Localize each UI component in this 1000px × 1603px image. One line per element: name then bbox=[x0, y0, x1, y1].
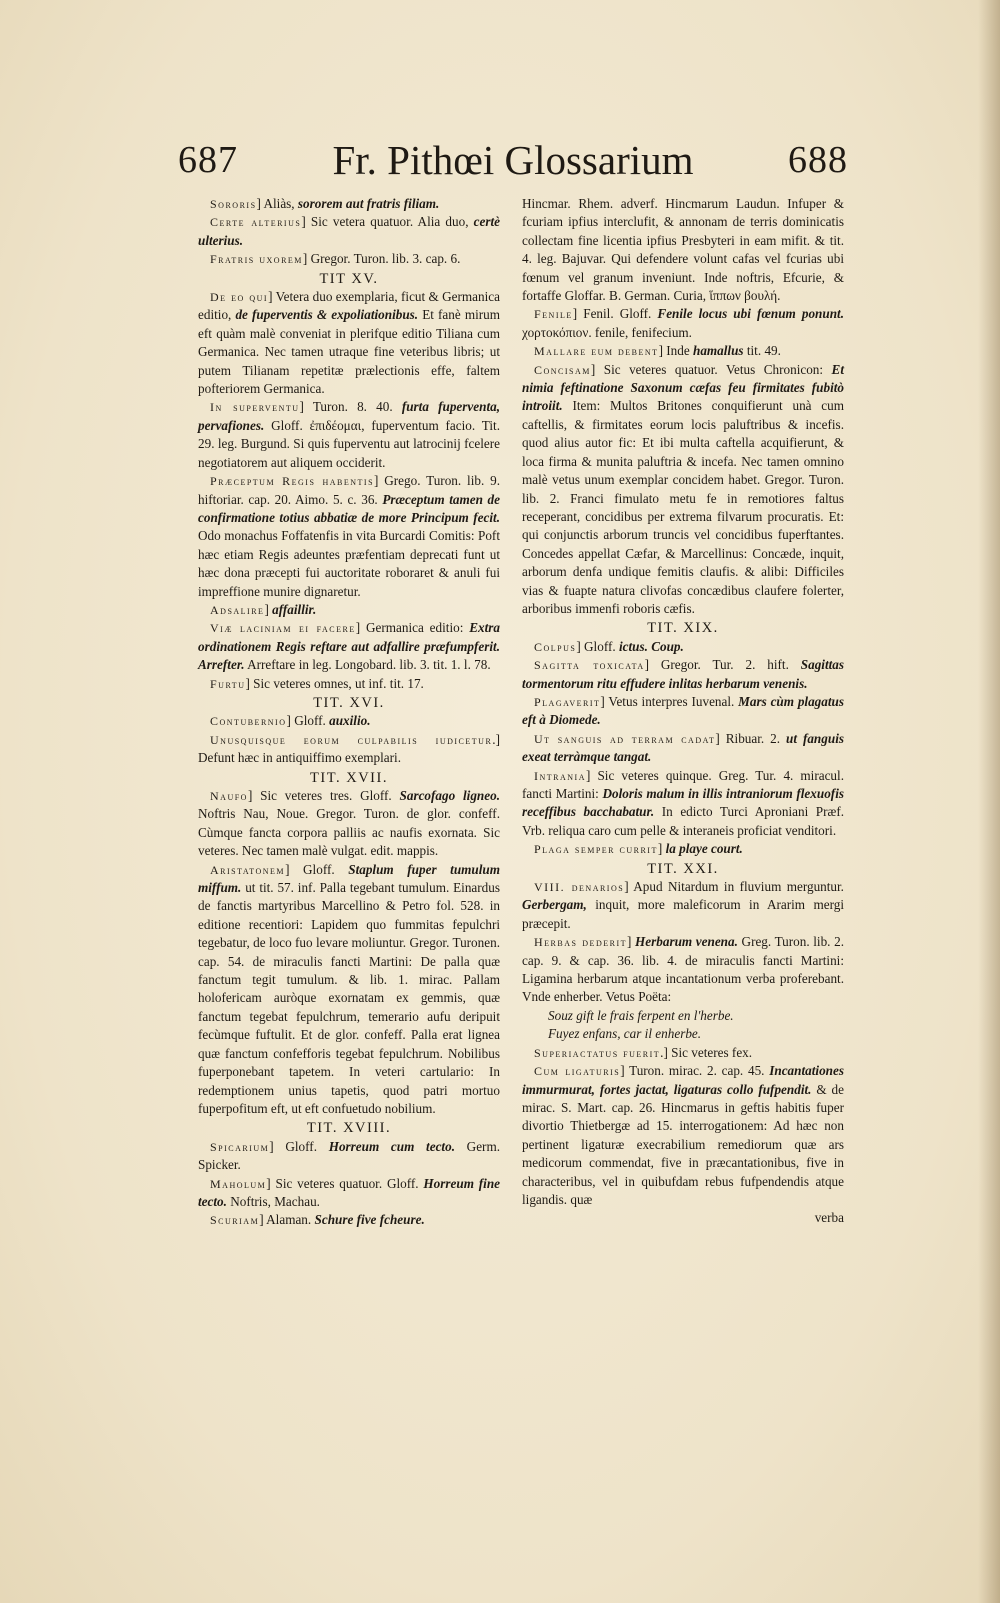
glossary-entry bbox=[198, 288, 500, 398]
entry-text: ] Alaman. bbox=[259, 1212, 315, 1228]
entry-headword: Intrania bbox=[534, 768, 586, 783]
entry-headword: Superiactatus fuerit bbox=[534, 1045, 661, 1060]
section-heading: TIT. XVII. bbox=[310, 769, 388, 786]
entry-headword: Mallare eum debent bbox=[534, 344, 659, 359]
entry-text: & de mirac. S. Mart. cap. 26. Hincmarus in geftis habitis fuper divortio Thietbergæ ad 15. interrogationem: Ad hæc non pertinent ligaturæ execrabilium remediorum quæ ars medicorum commendat, five in præcantationibus, five in characteribus, vel in quibufdam rebus fufpendendis atque ligandis. quæ bbox=[522, 1081, 844, 1207]
entry-text: ] Aliàs, bbox=[256, 196, 298, 211]
verse-line: Fuyez enfans, car il enherbe. bbox=[548, 1026, 702, 1042]
glossary-entry bbox=[198, 619, 500, 674]
glossary-entry bbox=[522, 342, 844, 360]
entry-headword: Viæ laciniam ei facere bbox=[210, 621, 356, 636]
entry-text: ] Apud Nitardum in fluvium merguntur. bbox=[624, 879, 844, 895]
glossary-entry bbox=[198, 398, 500, 472]
running-header bbox=[178, 136, 848, 196]
entry-headword: Naufo bbox=[210, 789, 248, 803]
section-heading: TIT XV. bbox=[319, 270, 379, 287]
entry-headword: Herbas dederit bbox=[534, 935, 627, 950]
glossary-entry bbox=[198, 1175, 500, 1212]
entry-italic-quote: Schure five fcheure. bbox=[314, 1212, 425, 1228]
entry-text: ] Turon. mirac. 2. cap. 45. bbox=[620, 1063, 770, 1079]
entry-italic-quote: ictus. Coup. bbox=[618, 638, 684, 654]
entry-text: Greg. Turon. lib. 2. cap. 9. & cap. 36. lib. 4. de miraculis fancti Martini: Ligamina herbarum atque incantationum verba proferebant. Vnde enherber. Vetus Poëta: bbox=[522, 934, 844, 1005]
entry-text: .] Sic veteres fex. bbox=[660, 1044, 753, 1060]
entry-italic-quote: sororem aut fratris filiam. bbox=[297, 196, 440, 211]
entry-italic-quote: Herbarum venena. bbox=[635, 934, 738, 950]
entry-text: Et fanè mirum eft quàm malè conveniat in plerifque editio Tiliana cum Germanica. Nec tamen utraque fine veteribus libris; ut putem Tilianam repetitæ prælectionis effe, faltem pofteriorem Germanica. bbox=[198, 307, 500, 397]
entry-text: Noftris, Machau. bbox=[226, 1193, 320, 1209]
entry-headword: Plagaverit bbox=[534, 694, 601, 709]
glossary-entry bbox=[522, 656, 844, 693]
entry-text: ] Sic vetera quatuor. Alia duo, bbox=[301, 214, 474, 230]
glossary-entry bbox=[522, 305, 844, 342]
page-number-left: 687 bbox=[178, 139, 238, 181]
entry-headword: Contubernio bbox=[210, 714, 287, 729]
entry-text: ut tit. 57. inf. Palla tegebant tumulum. Einardus de fanctis martyribus Marcellino & Petro fol. 528. in editione recentiori: Lapidem quo fummitas fepulchri tegebatur, de loco fuo levare moliuntur. Gregor. Turonen. cap. 54. de miraculis fancti Martini: De palla quæ fanctum tegit tumulum. & lib. 1. mirac. Pallam holofericam auròque exornatam ex gemmis, quæ fanctum tegebat fepulchrum, temerario aufu deripuit fecùmque fuftulit. Et de glor. confeff. Palla erat lignea quæ fanctum confefforis tegebat fepulchrum. Nobilibus fuperponebant tapetem. In veteri cartulario: In redemptionem unius tapetis, quod patri mortuo fuperpofitum eft, ut eft confuetudo nobilium. bbox=[198, 880, 500, 1116]
entry-headword: Unusquisque eorum culpabilis iudicetur bbox=[210, 732, 493, 747]
glossary-entry bbox=[522, 1062, 844, 1209]
entry-italic-quote: ut fanguis exeat terràmque tangat. bbox=[522, 730, 844, 765]
entry-text: ] Sic veteres omnes, ut inf. tit. 17. bbox=[245, 675, 424, 691]
glossary-entry bbox=[522, 693, 844, 730]
entry-headword: Sororis bbox=[210, 197, 257, 211]
glossary-entry bbox=[522, 767, 844, 841]
entry-headword: Plaga semper currit bbox=[534, 842, 658, 857]
entry-text: Item: Multos Britones conquifierunt unà cum caftellis, & firmitates eorum locis paluftribus & incefis. quod alius autor fic: Et ibi multa caftella acquifierunt, & loca firma & munita paluftria & incefa. Nec tamen omnino malè vetus unum exemplar concidem habet. Gregor. Turon. lib. 2. Franci fimulato metu fe in remotiores faltus receperant, concidibus per extrema filvarum procuratis. Et: qui conjunctis arborum truncis vel concidibus fuperftantes. Concedes appellat Cæfar, & Marcellinus: Concæde, inquit, arborum denfa undique femitis claufis. & alibi: Difficiles vias & fuapte natura clivofas concædibus claufere folerter, arboribus immenfi roboris cæfis. bbox=[522, 398, 844, 616]
entry-text: ] Sic veteres quatuor. Gloff. bbox=[266, 1175, 424, 1191]
entry-text: Arreftare in leg. Longobard. lib. 3. tit. 1. l. 78. bbox=[244, 657, 491, 673]
entry-text: .] Defunt hæc in antiquiffimo exemplari. bbox=[198, 731, 500, 766]
glossary-entry bbox=[198, 1211, 500, 1229]
entry-text: ] Vetus interpres Iuvenal. bbox=[600, 693, 739, 709]
running-title: Fr. Pithœi Glossarium bbox=[332, 137, 694, 183]
right-column bbox=[522, 195, 844, 1228]
entry-italic-quote: affaillir. bbox=[272, 601, 317, 617]
entry-italic-quote: Præceptum tamen de confirmatione totius abbatiæ de more Principum fecit. bbox=[198, 491, 501, 525]
entry-headword: Cum ligaturis bbox=[534, 1064, 621, 1079]
glossary-entry bbox=[198, 675, 500, 693]
entry-headword: Scuriam bbox=[210, 1213, 260, 1228]
entry-italic-quote: Sagittas tormentorum ritu effudere inlitas herbarum venenis. bbox=[522, 657, 845, 691]
entry-italic-quote: auxilio. bbox=[329, 713, 371, 729]
glossary-entry bbox=[522, 878, 844, 933]
entry-text: Gloff. ἐπιδέομαι, fuperventum facio. Tit. 29. leg. Burgund. Si quis fuperventu aut latrocinij fcelere negotiatorem aut aliquem occiderit. bbox=[198, 417, 500, 470]
entry-text: ] Gloff. bbox=[269, 1138, 329, 1154]
glossary-entry bbox=[198, 787, 500, 861]
entry-text: ] Inde bbox=[658, 343, 693, 359]
glossary-entry bbox=[522, 638, 844, 656]
entry-italic-quote: hamallus bbox=[692, 343, 744, 359]
entry-headword: Adsalire bbox=[210, 602, 265, 617]
entry-headword: Fratris uxorem bbox=[210, 252, 303, 267]
entry-italic-quote: certè ulterius. bbox=[198, 214, 501, 248]
glossary-entry bbox=[522, 840, 844, 858]
entry-text: ] Gregor. Turon. lib. 3. cap. 6. bbox=[302, 251, 461, 267]
entry-text: Odo monachus Foffatenfis in vita Burcardi Comitis: Poft hæc etiam Regis adeuntes præfentiam deprecati funt ut hæc dona præcepti fui auctoritate roboraret & anuli fui impreffione munire dignaretur. bbox=[198, 528, 500, 599]
glossary-entry bbox=[522, 730, 844, 767]
entry-text: ] bbox=[627, 934, 636, 950]
entry-text: ] Germanica editio: bbox=[355, 620, 470, 636]
catchword: verba bbox=[814, 1210, 844, 1226]
glossary-entry bbox=[198, 712, 500, 730]
entry-headword: De eo qui bbox=[210, 290, 269, 305]
entry-italic-quote: furta fuperventa, pervafiones. bbox=[198, 399, 501, 433]
glossary-entry bbox=[522, 1044, 844, 1062]
entry-headword: Certe alterius bbox=[210, 215, 302, 230]
entry-text: ] Gloff. bbox=[286, 713, 330, 729]
entry-headword: Præceptum Regis habentis bbox=[210, 474, 375, 489]
glossary-entry bbox=[198, 1138, 500, 1175]
entry-headword: Spicarium bbox=[210, 1139, 270, 1154]
entry-text: ] Gregor. Tur. 2. hift. bbox=[644, 657, 801, 673]
glossary-entry bbox=[198, 250, 500, 268]
entry-text: ] bbox=[264, 601, 273, 617]
entry-headword: Sagitta toxicata bbox=[534, 658, 645, 673]
entry-italic-quote: Horreum fine tecto. bbox=[198, 1175, 501, 1209]
entry-text: Noftris Nau, Noue. Gregor. Turon. de glor. confeff. Cùmque fancta corpora palliis ac naufis exornata. Sic veteres. Nec tamen malè vulgat. edit. mappis. bbox=[198, 806, 500, 859]
entry-headword: Colpus bbox=[534, 639, 577, 654]
entry-text: ] Fenil. Gloff. bbox=[572, 306, 658, 322]
entry-headword: Maholum bbox=[210, 1176, 267, 1191]
entry-italic-quote: Mars cùm plagatus eft à Diomede. bbox=[522, 693, 845, 728]
entry-headword: Aristatonem bbox=[210, 862, 286, 877]
section-heading: TIT. XIX. bbox=[647, 620, 719, 637]
glossary-entry bbox=[522, 361, 844, 619]
entry-italic-quote: Extra ordinationem Regis reftare aut adfallire præfumpferit. Arrefter. bbox=[198, 620, 500, 673]
entry-text: ] Sic veteres quinque. Greg. Tur. 4. miracul. fancti Martini: bbox=[522, 767, 844, 801]
entry-headword: Fenile bbox=[534, 307, 573, 322]
glossary-entry bbox=[522, 933, 844, 1007]
entry-text: ] Grego. Turon. lib. 9. hiftoriar. cap. 20. Aimo. 5. c. 36. bbox=[198, 473, 500, 507]
continued-text: Hincmar. Rhem. adverf. Hincmarum Laudun. Infuper & fcuriam ipfius interclufit, & annonam de terris dominicatis collectam fine licentia ipfius Presbyteri in eam mifit. & tit. 4. leg. Bajuvar. Qui defendere volunt cafas vel fcurias ubi fœnum vel granum inveniunt. Inde noftris, Efcurie, & fortaffe Gloffar. B. German. Curia, ἵππων βουλή. bbox=[522, 196, 844, 304]
entry-text: inquit, more maleficorum in Ararim mergi præcepit. bbox=[522, 897, 844, 931]
entry-text: ] Ribuar. 2. bbox=[715, 730, 786, 746]
glossary-entry bbox=[198, 731, 500, 768]
glossary-entry bbox=[198, 861, 500, 1119]
entry-italic-quote: Doloris malum in illis intraniorum flexuofis receffibus bacchabatur. bbox=[522, 786, 844, 820]
entry-text: ] Gloff. bbox=[576, 638, 619, 654]
entry-text: Germ. Spicker. bbox=[198, 1138, 501, 1173]
entry-text: ] Vetera duo exemplaria, ficut & Germanica editio, bbox=[198, 289, 500, 323]
entry-text: ] Sic veteres quatuor. Vetus Chronicon: bbox=[590, 361, 832, 377]
entry-text: In edicto Turci Aproniani Præf. Vrb. reliqua caro cum pelle & interaneis proficiat venditori. bbox=[522, 804, 845, 838]
entry-italic-quote: Horreum cum tecto. bbox=[328, 1138, 455, 1154]
entry-headword: Ut sanguis ad terram cadat bbox=[534, 731, 716, 746]
verse-line: Souz gift le frais ferpent en l'herbe. bbox=[548, 1007, 734, 1023]
page-gutter-shadow bbox=[978, 0, 1000, 1603]
entry-headword: VIII. denarios bbox=[534, 880, 625, 895]
entry-text: ] bbox=[657, 841, 666, 857]
section-heading: TIT. XXI. bbox=[647, 860, 719, 877]
entry-italic-quote: Incantationes immurmurat, fortes jactat, ligaturas collo fufpendit. bbox=[522, 1063, 844, 1097]
entry-text: ] Gloff. bbox=[285, 861, 349, 877]
entry-italic-quote: Gerbergam, bbox=[522, 897, 587, 913]
entry-headword: Concisam bbox=[534, 362, 591, 377]
entry-text: ] Sic veteres tres. Gloff. bbox=[247, 788, 400, 803]
entry-headword: Furtu bbox=[210, 676, 246, 691]
section-heading: TIT. XVIII. bbox=[306, 1120, 392, 1137]
section-heading: TIT. XVI. bbox=[313, 694, 385, 711]
entry-text: χορτοκόπιον. fenile, fenifecium. bbox=[522, 324, 692, 340]
entry-italic-quote: Fenile locus ubi fœnum ponunt. bbox=[657, 306, 845, 322]
glossary-entry bbox=[198, 472, 500, 601]
glossary-entry bbox=[198, 213, 500, 250]
entry-italic-quote: Et nimia feftinatione Saxonum cæfas feu firmitates fubitò introiit. bbox=[522, 361, 844, 414]
entry-text: tit. 49. bbox=[743, 343, 781, 359]
entry-italic-quote: la playe court. bbox=[665, 841, 743, 857]
page-number-right: 688 bbox=[788, 139, 848, 181]
entry-text: ] Turon. 8. 40. bbox=[299, 399, 402, 415]
entry-italic-quote: de fuperventis & expoliationibus. bbox=[235, 307, 419, 323]
glossary-entry bbox=[198, 601, 500, 619]
entry-italic-quote: Staplum fuper tumulum miffum. bbox=[198, 861, 501, 896]
entry-headword: In superventu bbox=[210, 400, 300, 415]
glossary-entry bbox=[198, 195, 500, 213]
entry-italic-quote: Sarcofago ligneo. bbox=[399, 788, 500, 803]
left-column bbox=[198, 195, 500, 1230]
